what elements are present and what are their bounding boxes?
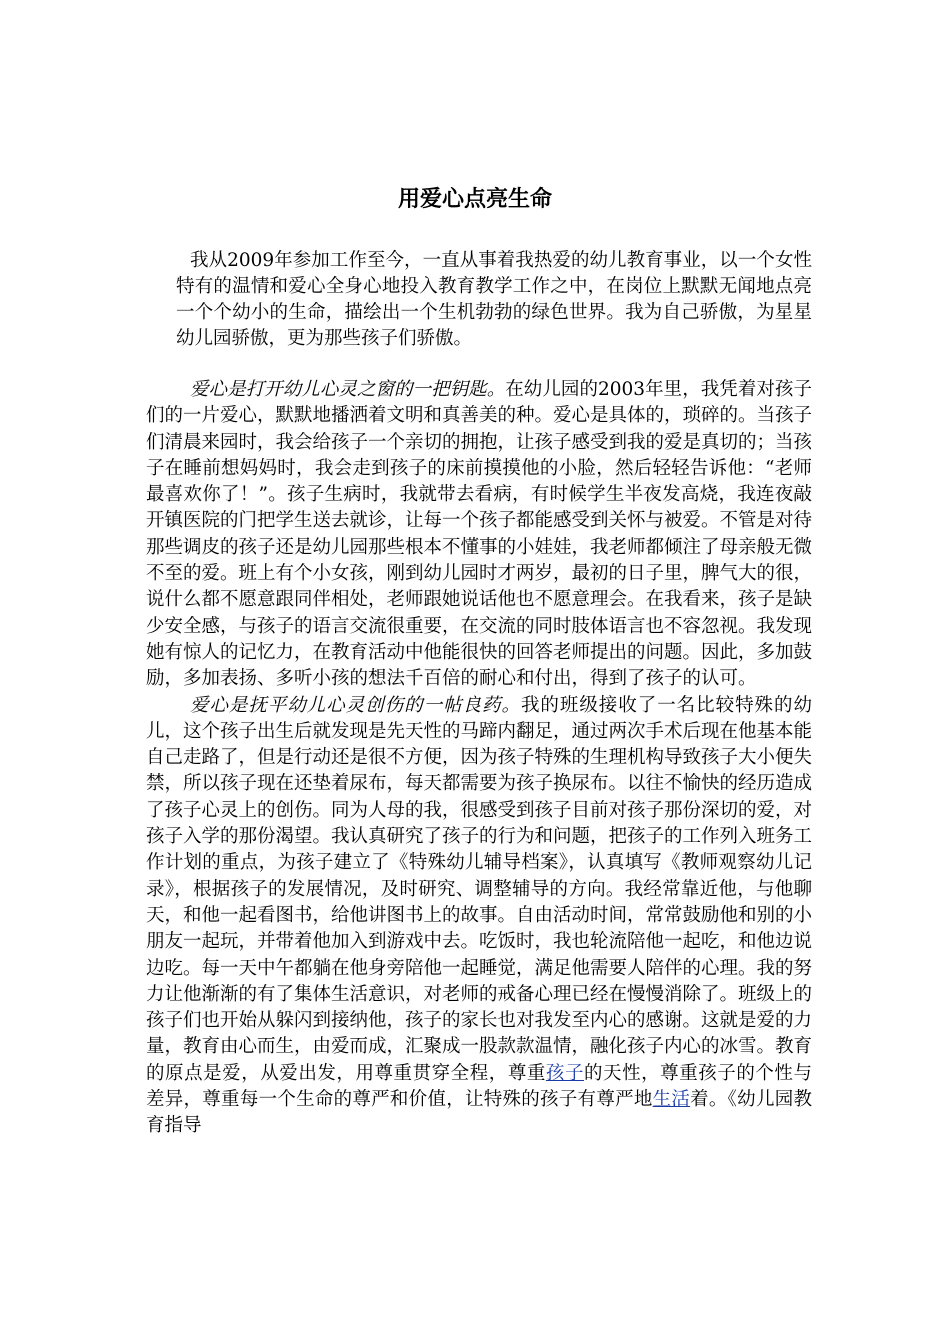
paragraph-lead: 爱心是打开幼儿心灵之窗的一把钥匙。 [190, 379, 506, 400]
paragraph-text: 在幼儿园的2003年里，我凭着对孩子们的一片爱心，默默地播洒着文明和真善美的种。爱心是具体的，琐碎的。当孩子们清晨来园时，我会给孩子一个亲切的拥抱，让孩子感受到我的爱是真切的；当孩子在睡前想妈妈时，我会走到孩子的床前摸摸他的小脸，然后轻轻告诉他：“老师最喜欢你了！”。孩子生病时，我就带去看病，有时候学生半夜发高烧，我连夜敲开镇医院的门把学生送去就诊，让每一个孩子都能感受到关怀与被爱。不管是对待那些调皮的孩子还是幼儿园那些根本不懂事的小娃娃，我老师都倾注了母亲般无微不至的爱。班上有个小女孩，刚到幼儿园时才两岁，最初的日子里，脾气大的很，说什么都不愿意跟同伴相处，老师跟她说话他也不愿意理会。在我看来，孩子是缺少安全感，与孩子的语言交流很重要，在交流的同时肢体语言也不容忽视。我发现她有惊人的记忆力，在教育活动中他能很快的回答老师提出的问题。因此，多加鼓励，多加表扬、多听小孩的想法千百倍的耐心和付出，得到了孩子的认可。 [146, 379, 813, 690]
link-child[interactable]: 孩子 [545, 1062, 584, 1084]
intro-paragraph: 我从2009年参加工作至今，一直从事着我热爱的幼儿教育事业，以一个女性特有的温情和爱心全身心地投入教育教学工作之中，在岗位上默默无闻地点亮一个个幼小的生命，描绘出一个生机勃勃的绿色世界。我为自己骄傲，为星星幼儿园骄傲，更为那些孩子们骄傲。 [176, 250, 812, 349]
paragraph-key [146, 377, 812, 693]
paragraph-text: 着。《幼儿园教育指导 [146, 1089, 812, 1137]
link-life[interactable]: 生活 [652, 1089, 691, 1111]
paragraph-medicine [146, 693, 812, 1140]
document-title: 用爱心点亮生命 [397, 187, 552, 212]
paragraph-lead: 爱心是抚平幼儿心灵创伤的一帖良药。 [190, 694, 521, 716]
paragraph-text: 我的班级接收了一名比较特殊的幼儿，这个孩子出生后就发现是先天性的马蹄内翻足，通过两次手术后现在他基本能自己走路了，但是行动还是很不方便，因为孩子特殊的生理机构导致孩子大小便失禁，所以孩子现在还垫着尿布，每天都需要为孩子换尿布。以往不愉快的经历造成了孩子心灵上的创伤。同为人母的我，很感受到孩子目前对孩子那份深切的爱，对孩子入学的那份渴望。我认真研究了孩子的行为和问题，把孩子的工作列入班务工作计划的重点，为孩子建立了《特殊幼儿辅导档案》，认真填写《教师观察幼儿记录》，根据孩子的发展情况，及时研究、调整辅导的方向。我经常靠近他，与他聊天，和他一起看图书，给他讲图书上的故事。自由活动时间，常常鼓励他和别的小朋友一起玩，并带着他加入到游戏中去。吃饭时，我也轮流陪他一起吃，和他边说边吃。每一天中午都躺在他身旁陪他一起睡觉，满足他需要人陪伴的心理。我的努力让他渐渐的有了集体生活意识，对老师的戒备心理已经在慢慢消除了。班级上的孩子们也开始从躲闪到接纳他，孩子的家长也对我发至内心的感谢。这就是爱的力量，教育由心而生，由爱而成，汇聚成一股款款温情，融化孩子内心的冰雪。教育的原点是爱，从爱出发，用尊重贯穿全程，尊重 [146, 694, 813, 1084]
paragraph-text: 的天性，尊重孩子的个性与差异，尊重每一个生命的尊严和价值，让特殊的孩子有尊严地 [146, 1062, 812, 1111]
body-paragraphs [146, 377, 812, 1140]
